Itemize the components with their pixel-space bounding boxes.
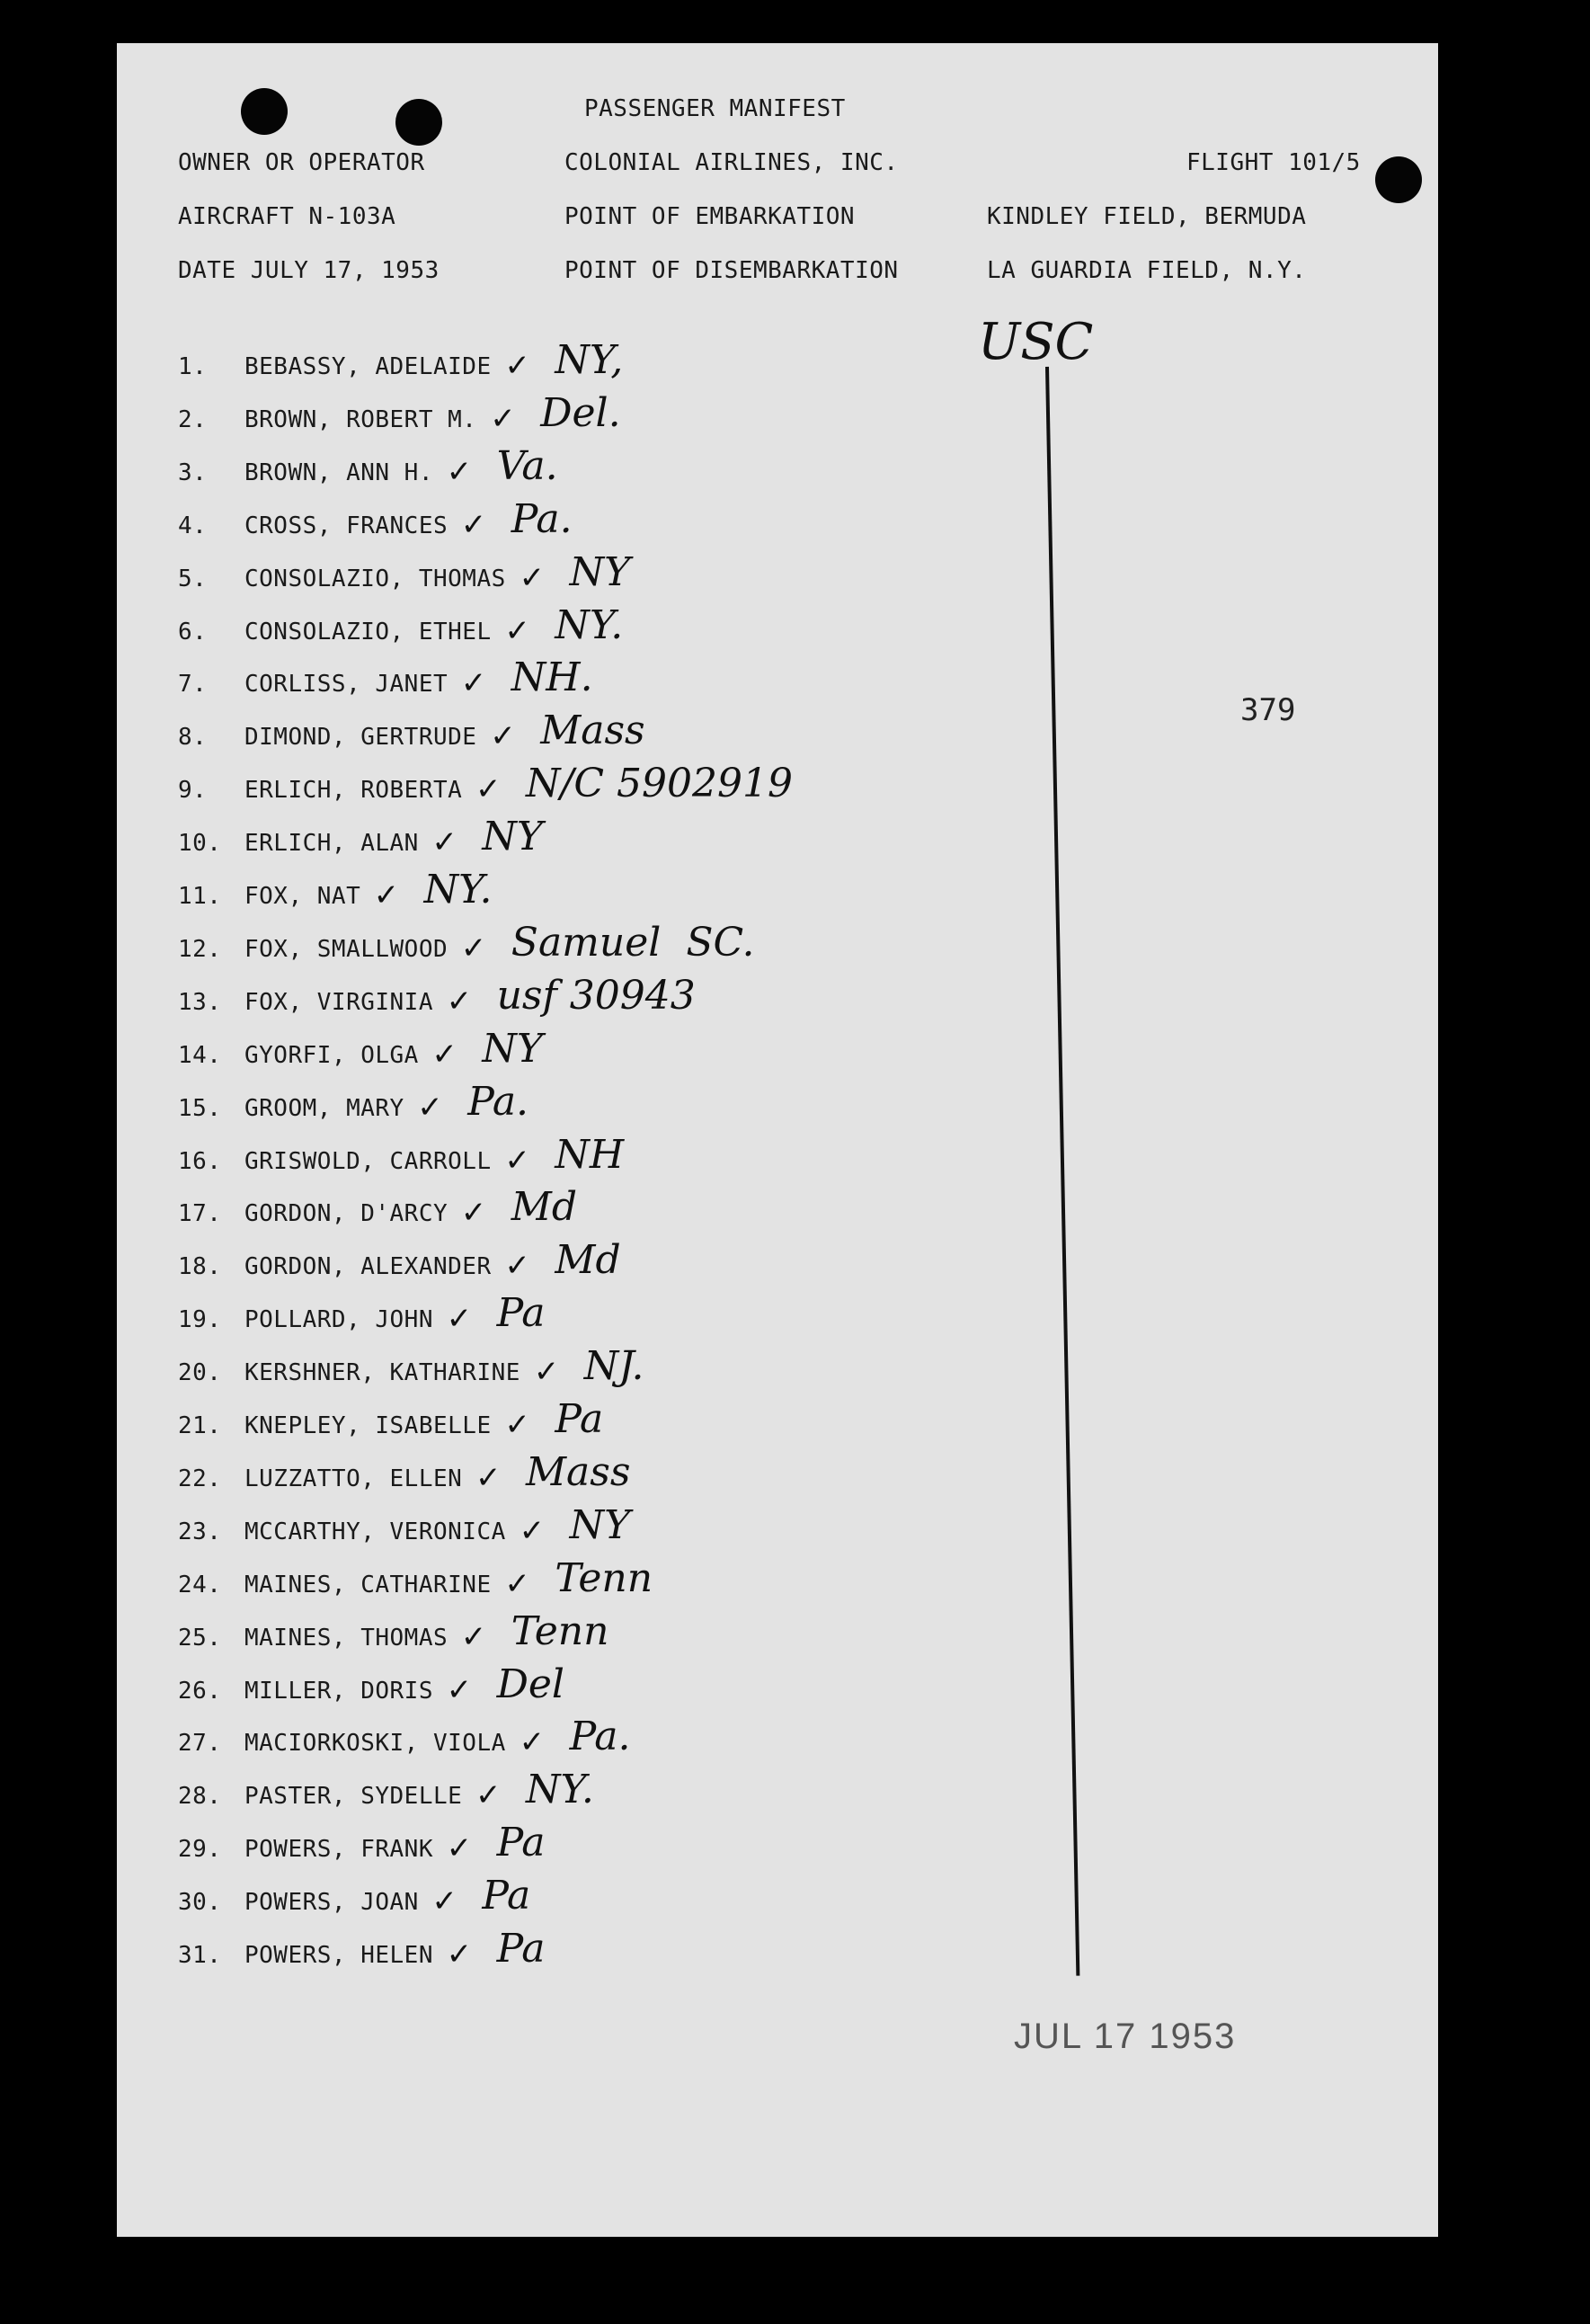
check-mark-icon: ✓ [417,1089,443,1126]
passenger-name: PASTER, SYDELLE [244,1783,463,1811]
check-mark-icon: ✓ [460,930,487,966]
residence-note: Pa [496,1820,546,1866]
passenger-name: CONSOLAZIO, THOMAS [244,565,506,592]
passenger-name: GORDON, D'ARCY [244,1200,449,1228]
manifest-date: DATE JULY 17, 1953 [178,257,440,284]
list-item [117,1131,1438,1200]
passenger-number: 26. [178,1677,222,1705]
residence-note: Pa [496,1926,546,1972]
check-mark-icon: ✓ [460,1618,487,1655]
check-mark-icon: ✓ [431,824,457,861]
page-number: 379 [1240,692,1296,728]
residence-note: NY [569,1501,631,1548]
list-item [117,1343,1438,1411]
passenger-number: 22. [178,1465,222,1492]
passenger-number: 9. [178,777,208,805]
passenger-number: 30. [178,1889,222,1917]
residence-note: NJ. [583,1343,644,1390]
residence-note: Md [555,1237,621,1284]
residence-note: Del [496,1661,564,1707]
passenger-name: GYORFI, OLGA [244,1041,419,1069]
disembarkation-value: LA GUARDIA FIELD, N.Y. [987,257,1307,284]
list-item [117,654,1438,723]
residence-note: Tenn [511,1607,609,1654]
check-mark-icon: ✓ [446,453,473,490]
residence-note: NY [482,814,543,860]
passenger-name: MAINES, CATHARINE [244,1571,492,1598]
check-mark-icon: ✓ [446,983,473,1020]
list-item [117,1607,1438,1677]
list-item [117,1184,1438,1252]
embarkation-value: KINDLEY FIELD, BERMUDA [987,203,1307,230]
check-mark-icon: ✓ [446,1301,473,1338]
check-mark-icon: ✓ [504,1565,530,1602]
residence-note: Samuel SC. [511,919,755,966]
passenger-name: CROSS, FRANCES [244,512,449,539]
check-mark-icon: ✓ [519,1512,546,1549]
residence-note: Del. [540,389,621,436]
passenger-number: 21. [178,1412,222,1439]
passenger-name: POWERS, FRANK [244,1836,433,1864]
list-item [117,1767,1438,1835]
check-mark-icon: ✓ [460,665,487,702]
list-item [117,972,1438,1041]
passenger-number: 25. [178,1624,222,1652]
passenger-name: BROWN, ANN H. [244,459,433,486]
passenger-name: FOX, SMALLWOOD [244,935,449,963]
residence-note: NH. [511,654,593,701]
passenger-number: 17. [178,1200,222,1228]
residence-note: NH [555,1131,625,1178]
residence-note: Mass [540,708,645,754]
residence-note: Mass [526,1448,631,1495]
check-mark-icon: ✓ [504,348,530,384]
passenger-number: 10. [178,830,222,858]
passenger-number: 12. [178,935,222,963]
list-item [117,389,1438,459]
passenger-name: ERLICH, ALAN [244,830,419,858]
check-mark-icon: ✓ [431,1036,457,1073]
passenger-number: 29. [178,1836,222,1864]
passenger-number: 27. [178,1730,222,1758]
check-mark-icon: ✓ [475,1459,502,1496]
passenger-number: 4. [178,512,208,539]
aircraft: AIRCRAFT N-103A [178,203,396,230]
date-stamp: JUL 17 1953 [1014,2017,1237,2056]
list-item [117,601,1438,671]
check-mark-icon: ✓ [446,1671,473,1708]
list-item [117,495,1438,565]
list-item [117,442,1438,512]
residence-note: Pa. [467,1078,529,1125]
passenger-name: POWERS, HELEN [244,1942,433,1969]
residence-note: NY. [555,601,624,648]
check-mark-icon: ✓ [504,1142,530,1179]
passenger-name: POWERS, JOAN [244,1889,419,1917]
list-item [117,548,1438,618]
check-mark-icon: ✓ [446,1830,473,1867]
check-mark-icon: ✓ [460,1195,487,1232]
passenger-name: GROOM, MARY [244,1094,404,1122]
list-item [117,761,1438,829]
residence-note: Pa. [511,495,573,542]
check-mark-icon: ✓ [504,1407,530,1443]
passenger-number: 11. [178,883,222,910]
list-item [117,1237,1438,1305]
list-item [117,1820,1438,1888]
passenger-number: 16. [178,1147,222,1175]
residence-note: NY [482,1025,543,1072]
residence-note: Tenn [555,1554,653,1601]
owner-label: OWNER OR OPERATOR [178,149,425,176]
list-item [117,1290,1438,1358]
passenger-name: MILLER, DORIS [244,1677,433,1705]
check-mark-icon: ✓ [475,771,502,808]
passenger-number: 31. [178,1942,222,1969]
flight-number: FLIGHT 101/5 [1186,149,1361,176]
passenger-number: 8. [178,724,208,752]
list-item [117,1873,1438,1941]
passenger-number: 14. [178,1041,222,1069]
passenger-name: CONSOLAZIO, ETHEL [244,618,492,646]
check-mark-icon: ✓ [490,400,516,437]
check-mark-icon: ✓ [446,1937,473,1972]
passenger-name: FOX, VIRGINIA [244,988,433,1016]
residence-note: Pa [555,1396,604,1442]
list-item [117,867,1438,935]
passenger-number: 13. [178,988,222,1016]
residence-note: Pa [482,1873,531,1919]
check-mark-icon: ✓ [504,612,530,649]
residence-note: Va. [496,442,558,489]
punch-hole-icon [241,88,288,135]
passenger-number: 24. [178,1571,222,1598]
check-mark-icon: ✓ [504,1248,530,1285]
passenger-name: MACIORKOSKI, VIOLA [244,1730,506,1758]
passenger-name: MAINES, THOMAS [244,1624,449,1652]
list-item [117,919,1438,988]
passenger-number: 1. [178,353,208,380]
passenger-name: BEBASSY, ADELAIDE [244,353,492,380]
passenger-name: CORLISS, JANET [244,671,449,699]
passenger-number: 3. [178,459,208,486]
check-mark-icon: ✓ [475,1777,502,1814]
embarkation-label: POINT OF EMBARKATION [564,203,856,230]
passenger-number: 19. [178,1306,222,1334]
residence-note: NY [569,548,631,595]
passenger-number: 6. [178,618,208,646]
passenger-name: DIMOND, GERTRUDE [244,724,477,752]
passenger-number: 5. [178,565,208,592]
list-item [117,1926,1438,1994]
list-item [117,1025,1438,1094]
passenger-number: 2. [178,405,208,433]
check-mark-icon: ✓ [431,1883,457,1920]
list-item [117,814,1438,882]
passenger-name: BROWN, ROBERT M. [244,405,477,433]
residence-note: Pa. [569,1714,631,1760]
residence-note: Md [511,1184,578,1231]
passenger-name: GRISWOLD, CARROLL [244,1147,492,1175]
passenger-number: 7. [178,671,208,699]
residence-note: usf 30943 [496,972,696,1019]
check-mark-icon: ✓ [373,877,400,913]
check-mark-icon: ✓ [519,559,546,596]
disembarkation-label: POINT OF DISEMBARKATION [564,257,899,284]
passenger-name: KNEPLEY, ISABELLE [244,1412,492,1439]
check-mark-icon: ✓ [533,1354,560,1391]
list-item [117,1396,1438,1465]
list-item [117,1714,1438,1782]
list-item [117,1448,1438,1518]
passenger-name: MCCARTHY, VERONICA [244,1518,506,1545]
punch-hole-icon [1375,156,1422,203]
passenger-name: LUZZATTO, ELLEN [244,1465,463,1492]
passenger-number: 15. [178,1094,222,1122]
check-mark-icon: ✓ [490,718,516,755]
usc-note: USC [978,313,1094,371]
residence-note: NY. [526,1767,594,1813]
passenger-name: FOX, NAT [244,883,361,910]
passenger-name: ERLICH, ROBERTA [244,777,463,805]
passenger-number: 20. [178,1359,222,1387]
passenger-number: 18. [178,1253,222,1281]
manifest-title: PASSENGER MANIFEST [584,95,846,122]
residence-note: N/C 5902919 [526,761,793,807]
list-item [117,1078,1438,1147]
residence-note: NY. [423,867,493,913]
manifest-sheet [117,43,1438,2237]
passenger-number: 23. [178,1518,222,1545]
passenger-name: KERSHNER, KATHARINE [244,1359,520,1387]
list-item [117,1554,1438,1624]
owner-value: COLONIAL AIRLINES, INC. [564,149,899,176]
check-mark-icon: ✓ [519,1724,546,1761]
passenger-number: 28. [178,1783,222,1811]
list-item [117,1501,1438,1571]
check-mark-icon: ✓ [460,506,487,543]
list-item [117,1661,1438,1730]
passenger-name: POLLARD, JOHN [244,1306,433,1334]
residence-note: NY, [555,337,624,383]
residence-note: Pa [496,1290,546,1337]
passenger-name: GORDON, ALEXANDER [244,1253,492,1281]
punch-hole-icon [395,99,442,146]
